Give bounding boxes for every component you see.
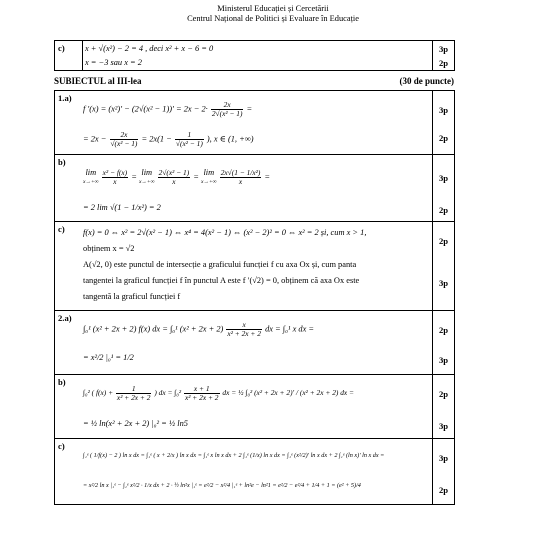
points-badge: 3p xyxy=(438,105,449,115)
item-label: 1.a) xyxy=(58,93,72,103)
center-name: Centrul Național de Politici și Evaluare în Educație xyxy=(187,13,359,23)
item-label: 2.a) xyxy=(58,313,72,323)
points-badge: 2p xyxy=(438,58,449,68)
derivative-line: f ′(x) = (x²)′ − (2√(x² − 1))′ = 2x − 2· $\frac{2x}{\text{2√(x² − 1)}}$ = xyxy=(83,100,253,118)
points-badge: 3p xyxy=(438,173,449,183)
points-badge: 3p xyxy=(438,355,449,365)
equation-line: x + √(x²) − 2 = 4 , deci x² + x − 6 = 0 xyxy=(85,44,214,53)
points-badge: 3p xyxy=(438,44,449,54)
solution-line: x = −3 sau x = 2 xyxy=(85,58,142,67)
conclusion-line: tangentă la graficul funcției f xyxy=(83,292,181,301)
integral-line: ∫₀¹ (x² + 2x + 2) f(x) dx = ∫₀¹ (x² + 2x + 2) $\frac{x}{\text{x² + 2x + 2}}$ dx = ∫₀¹ x dx = xyxy=(83,320,315,338)
answer-row-2a xyxy=(55,311,455,375)
answer-row-1b xyxy=(55,155,455,222)
previous-item-table xyxy=(54,40,455,71)
document-header xyxy=(0,4,546,23)
answers-table xyxy=(54,90,455,505)
item-label: c) xyxy=(58,224,65,234)
section-title: SUBIECTUL al III-lea xyxy=(54,76,142,86)
answer-row-2c xyxy=(55,439,455,505)
section-heading xyxy=(54,76,454,86)
explanation-line: tangentei la graficul funcției f în punctul A este f ′(√2) = 0, obținem că axa Ox este xyxy=(83,276,360,285)
simplified-line: = 2x − $\frac{2x}{\text{√(x² − 1)}}$ = 2x(1 − $\frac{1}{\text{√(x² − 1)}}$ ), x ∈ (1, +∞) xyxy=(83,130,254,148)
points-badge: 2p xyxy=(438,485,449,495)
integral-result-line: = x²/2 ln x |₁ᵉ − ∫₁ᵉ x²/2 · 1/x dx + 2 · ½ ln²x |₁ᵉ = e²/2 − x²/4 |₁ᵉ + ln²e − ln²1 = e²/2 − e²/4 + 1/4 + 1 = (e² + 5)/4 xyxy=(83,482,361,489)
integral-result-line: = ½ ln(x² + 2x + 2) |₀² = ½ ln5 xyxy=(83,419,188,428)
answer-row-1a xyxy=(55,91,455,155)
points-badge: 2p xyxy=(438,389,449,399)
points-badge: 2p xyxy=(438,236,449,246)
item-label: c) xyxy=(55,41,83,71)
integral-result-line: = x²/2 |₀¹ = 1/2 xyxy=(83,353,134,362)
points-badge: 3p xyxy=(438,453,449,463)
integral-line: ∫₀² ( f(x) + $\frac{1}{\text{x² + 2x + 2}}$ ) dx = ∫₀² $\frac{x + 1}{\text{x² + 2x + 2}}$ dx = ½ ∫₀² (x² + 2x + 2)′ / (x² + 2x + 2) dx = xyxy=(83,384,355,402)
ministry-name: Ministerul Educației și Cercetării xyxy=(217,4,329,13)
section-points: (30 de puncte) xyxy=(399,76,454,86)
answer-row-2b xyxy=(55,375,455,439)
item-label: b) xyxy=(58,157,66,167)
integral-line: ∫₁ᵉ ( 1/f(x) − 2 ) ln x dx = ∫₁ᵉ ( x + 2/x ) ln x dx = ∫₁ᵉ x ln x dx + 2 ∫₁ᵉ (1/x) ln x dx = ∫₁ᵉ (x²/2)′ ln x dx + 2 ∫₁ᵉ (ln x)′ ln x dx = xyxy=(83,452,385,459)
points-badge: 3p xyxy=(438,278,449,288)
item-label: b) xyxy=(58,377,66,387)
points-badge: 2p xyxy=(438,205,449,215)
item-label: c) xyxy=(58,441,65,451)
points-badge: 2p xyxy=(438,325,449,335)
result-line: obținem x = √2 xyxy=(83,244,135,253)
limit-result-line: = 2 lim √(1 − 1/x²) = 2 xyxy=(83,203,161,212)
limit-line: lim x→+∞ $\frac{\text{x² − f(x)}}{x}$ = lim x→+∞ $\frac{\text{2√(x² − 1)}}{x}$ = lim x→+∞ $\frac{\text{2x√(1 − 1/x²)}}{x}$ = xyxy=(83,168,271,186)
points-badge: 3p xyxy=(438,421,449,431)
explanation-line: A(√2, 0) este punctul de intersecție a graficului funcției f cu axa Ox și, cum panta xyxy=(83,260,357,269)
points-badge: 2p xyxy=(438,133,449,143)
answer-row-1c xyxy=(55,222,455,311)
equation-line: f(x) = 0 ⇔ x² = 2√(x² − 1) ⇔ x⁴ = 4(x² − 1) ⇔ (x² − 2)² = 0 ⇔ x² = 2 și, cum x > 1, xyxy=(83,228,367,237)
